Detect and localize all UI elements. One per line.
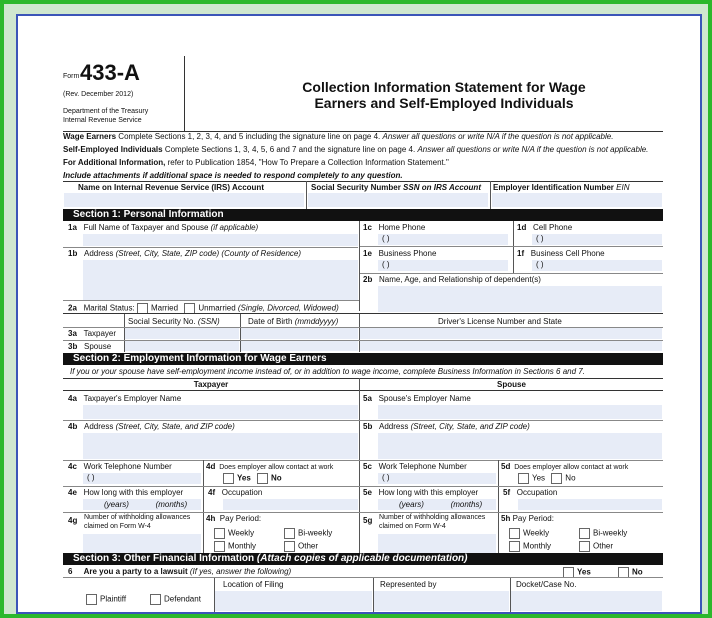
taxpayer-dl-field[interactable]: [360, 328, 662, 339]
spouse-dl-field[interactable]: [360, 341, 662, 351]
5h-monthly-checkbox[interactable]: [509, 541, 520, 552]
4h-weekly-option[interactable]: Weekly: [214, 528, 254, 539]
5h-biweekly-checkbox[interactable]: [579, 528, 590, 539]
row-3b-label: 3b Spouse: [68, 342, 112, 351]
row-3a-label: 3a Taxpayer: [68, 329, 117, 338]
field-5d-label: 5d Does employer allow contact at work: [501, 462, 629, 471]
taxpayer-employer-address-field[interactable]: [83, 433, 358, 459]
form-prefix: Form: [63, 73, 80, 80]
spouse-dob-field[interactable]: [241, 341, 358, 351]
spouse-ssn-field[interactable]: [125, 341, 239, 351]
4h-monthly-option[interactable]: Monthly: [214, 541, 256, 552]
field-2a-marital-status: 2a Marital Status: Married Unmarried (Single, Divorced, Widowed): [68, 303, 339, 313]
dob-column-header: Date of Birth (mmddyyyy): [248, 317, 339, 326]
4h-other-option[interactable]: Other: [284, 541, 318, 552]
ssn-column-header: Social Security No. (SSN): [128, 317, 220, 326]
field-4e-label: 4e How long with this employer: [68, 488, 184, 497]
5h-weekly-checkbox[interactable]: [509, 528, 520, 539]
4d-no-checkbox[interactable]: [257, 473, 268, 484]
taxpayer-ssn-field[interactable]: [125, 328, 239, 339]
5d-no-checkbox[interactable]: [551, 473, 562, 484]
cell-phone-field[interactable]: [532, 234, 662, 245]
plaintiff-checkbox[interactable]: [86, 594, 97, 605]
section1-header: Section 1: Personal Information: [63, 209, 663, 221]
section2-note: If you or your spouse have self-employment income instead of, or in addition to wage income, complete Business Information in Sections 6 and 7.: [70, 367, 585, 376]
spouse-occupation-field[interactable]: [518, 499, 662, 510]
form-number: 433-A: [80, 60, 140, 85]
represented-by-label: Represented by: [380, 580, 437, 589]
field-1e-label: 1e Business Phone: [363, 249, 437, 258]
4h-monthly-checkbox[interactable]: [214, 541, 225, 552]
taxpayer-employer-field[interactable]: [83, 405, 358, 419]
field-1b-label: 1b Address (Street, City, State, ZIP code) (County of Residence): [68, 249, 302, 258]
field-4f-label: 4f Occupation: [208, 488, 263, 497]
taxpayer-occupation-field[interactable]: [223, 499, 358, 510]
spouse-work-phone-placeholder: ( ): [382, 473, 390, 482]
field-5h-label: 5h Pay Period:: [501, 514, 554, 523]
spouse-employer-field[interactable]: [378, 405, 662, 419]
field-5g-label-2: claimed on Form W-4: [379, 523, 446, 530]
docket-case-label: Docket/Case No.: [516, 580, 577, 589]
docket-case-field[interactable]: [511, 591, 662, 611]
field-5e-label: 5e How long with this employer: [363, 488, 479, 497]
field-6-label: 6 Are you a party to a lawsuit (If yes, answer the following): [68, 567, 292, 576]
field-1a-label: 1a Full Name of Taxpayer and Spouse (if applicable): [68, 223, 259, 232]
irs-account-name-label: Name on Internal Revenue Service (IRS) Account: [78, 183, 264, 192]
field-5b-label: 5b Address (Street, City, State, and ZIP code): [363, 422, 530, 431]
field-5a-label: 5a Spouse's Employer Name: [363, 394, 471, 403]
full-name-field[interactable]: [83, 234, 358, 246]
field-4d-label: 4d Does employer allow contact at work: [206, 462, 334, 471]
ein-field[interactable]: [492, 193, 662, 207]
5h-other-option[interactable]: Other: [579, 541, 613, 552]
4d-yes-checkbox[interactable]: [223, 473, 234, 484]
5h-weekly-option[interactable]: Weekly: [509, 528, 549, 539]
address-field[interactable]: [83, 260, 358, 300]
ssn-field[interactable]: [308, 193, 488, 207]
instruction-additional-info: For Additional Information, refer to Publication 1854, "How To Prepare a Collection Information Statement.": [63, 158, 449, 167]
form-title-line1: Collection Information Statement for Wage: [302, 79, 586, 95]
field-1c-label: 1c Home Phone: [363, 223, 426, 232]
instruction-wage-earners: Wage Earners Complete Sections 1, 2, 3, 4, and 5 including the signature line on page 4. Answer all questions or write N/A if the question is not applicable.: [63, 132, 614, 141]
location-of-filing-label: Location of Filing: [223, 580, 284, 589]
spouse-employer-address-field[interactable]: [378, 433, 662, 459]
4h-biweekly-checkbox[interactable]: [284, 528, 295, 539]
field-6-yes-option[interactable]: Yes: [563, 567, 591, 578]
form-revision: (Rev. December 2012): [63, 91, 134, 98]
taxpayer-work-phone-field[interactable]: [83, 473, 201, 484]
ein-label: Employer Identification Number EIN: [493, 183, 630, 192]
form-title-line2: Earners and Self-Employed Individuals: [314, 95, 574, 111]
field-6-no-option[interactable]: No: [618, 567, 643, 578]
field-5d-options: Yes No: [518, 473, 576, 484]
4h-other-checkbox[interactable]: [284, 541, 295, 552]
field-4g-number: 4g: [68, 516, 78, 525]
field-4h-label: 4h Pay Period:: [206, 514, 262, 523]
spouse-work-phone-field[interactable]: [378, 473, 496, 484]
location-of-filing-field[interactable]: [215, 591, 372, 611]
defendant-option[interactable]: Defendant: [150, 594, 201, 605]
business-cell-phone-placeholder: ( ): [536, 260, 544, 269]
field-4a-label: 4a Taxpayer's Employer Name: [68, 394, 182, 403]
irs-account-name-field[interactable]: [64, 193, 304, 207]
field-5f-label: 5f Occupation: [503, 488, 558, 497]
field-2b-label: 2b Name, Age, and Relationship of dependent(s): [363, 275, 541, 284]
home-phone-placeholder: ( ): [382, 234, 390, 243]
instruction-self-employed: Self-Employed Individuals Complete Sections 1, 3, 4, 5, 6 and 7 and the signature line on page 4. Answer all questions or write N/A if the question is not applicable.: [63, 145, 649, 154]
5h-biweekly-option[interactable]: Bi-weekly: [579, 528, 627, 539]
taxpayer-work-phone-placeholder: ( ): [87, 473, 95, 482]
plaintiff-option[interactable]: Plaintiff: [86, 594, 126, 605]
business-phone-field[interactable]: [378, 260, 508, 271]
5h-monthly-option[interactable]: Monthly: [509, 541, 551, 552]
business-phone-placeholder: ( ): [382, 260, 390, 269]
taxpayer-tenure-units: (years) (months): [104, 500, 188, 509]
field-5g-number: 5g: [363, 516, 373, 525]
spouse-column-header: Spouse: [497, 380, 526, 389]
field-1d-label: 1d Cell Phone: [517, 223, 573, 232]
dependents-field[interactable]: [378, 286, 662, 312]
ssn-label: Social Security Number SSN on IRS Account: [311, 183, 481, 192]
field-1f-label: 1f Business Cell Phone: [517, 249, 605, 258]
5d-yes-checkbox[interactable]: [518, 473, 529, 484]
field-4c-label: 4c Work Telephone Number: [68, 462, 172, 471]
5h-other-checkbox[interactable]: [579, 541, 590, 552]
field-4b-label: 4b Address (Street, City, State, and ZIP code): [68, 422, 235, 431]
agency: Internal Revenue Service: [63, 117, 142, 124]
attachments-note: Include attachments if additional space is needed to respond completely to any question.: [63, 171, 403, 180]
4h-biweekly-option[interactable]: Bi-weekly: [284, 528, 332, 539]
business-cell-phone-field[interactable]: [532, 260, 662, 271]
taxpayer-dob-field[interactable]: [241, 328, 358, 339]
dl-column-header: Driver's License Number and State: [438, 317, 562, 326]
defendant-checkbox[interactable]: [150, 594, 161, 605]
cell-phone-placeholder: ( ): [536, 234, 544, 243]
section3-header: Section 3: Other Financial Information (Attach copies of applicable documentation): [63, 553, 663, 565]
field-4g-label-2: claimed on Form W-4: [84, 523, 151, 530]
4h-weekly-checkbox[interactable]: [214, 528, 225, 539]
department: Department of the Treasury: [63, 108, 149, 115]
field-4g-label-1: Number of withholding allowances: [84, 514, 191, 521]
home-phone-field[interactable]: [378, 234, 508, 245]
section2-header: Section 2: Employment Information for Wage Earners: [63, 353, 663, 365]
taxpayer-column-header: Taxpayer: [193, 380, 229, 389]
represented-by-field[interactable]: [374, 591, 509, 611]
field-5c-label: 5c Work Telephone Number: [363, 462, 467, 471]
field-5g-label-1: Number of withholding allowances: [379, 514, 486, 521]
spouse-tenure-units: (years) (months): [399, 500, 483, 509]
field-4d-options: Yes No: [223, 473, 282, 484]
form-page: [16, 14, 702, 614]
